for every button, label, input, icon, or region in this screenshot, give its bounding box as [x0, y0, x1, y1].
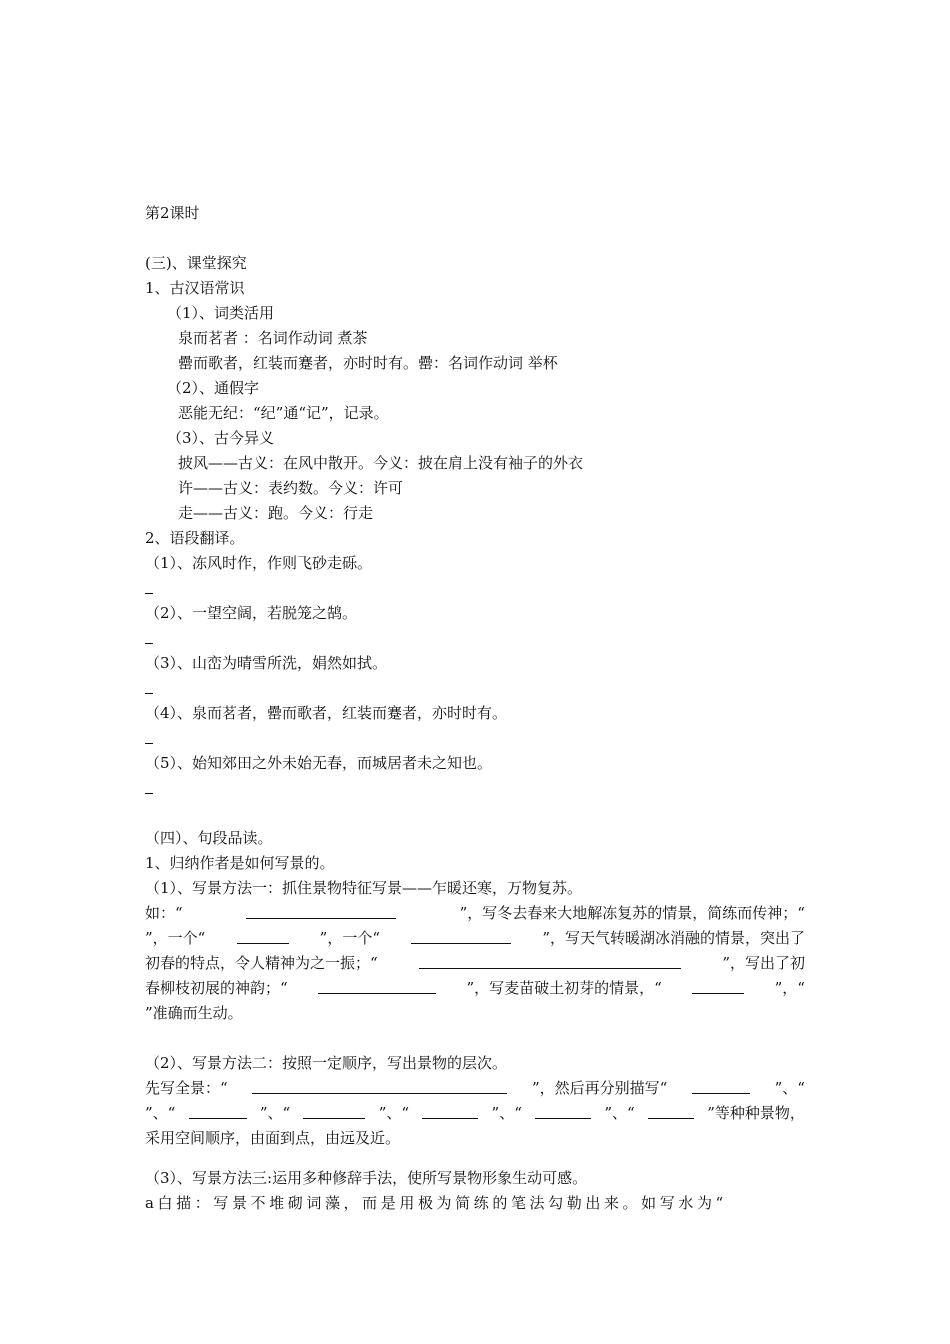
- fill-blank[interactable]: [692, 1078, 750, 1094]
- fill-blank[interactable]: [237, 928, 289, 944]
- answer-line: [145, 693, 153, 694]
- section-3-heading: (三)、课堂探究: [145, 254, 247, 272]
- lesson-title: 第2课时: [145, 204, 200, 222]
- fill-blank[interactable]: [535, 1103, 591, 1119]
- method-1-line: ”，一个“ ”，一个“ ”，写天气转暖湖冰消融的情景，突出了: [145, 929, 805, 947]
- translation-item: （4）、泉而茗者，罍而歌者，红装而蹇者，亦时时有。: [145, 704, 508, 722]
- method-2-line: ”、“ ”、“ ”、“ ”、“ ”、“ ”等种种景物，: [145, 1104, 805, 1122]
- method-3-title: （3）、写景方法三:运用多种修辞手法，使所写景物形象生动可感。: [145, 1169, 588, 1187]
- method-2-line: 采用空间顺序，由面到点，由远及近。: [145, 1129, 401, 1147]
- method-1-line: 春柳枝初展的神韵；“ ”，写麦苗破土初芽的情景，“ ”，“: [145, 979, 805, 997]
- method-2-title: （2）、写景方法二：按照一定顺序，写出景物的层次。: [145, 1054, 508, 1072]
- fill-blank[interactable]: [648, 1103, 694, 1119]
- method-3-line: a白描：写景不堆砌词藻，而是用极为简练的笔法勾勒出来。如写水为“: [145, 1194, 727, 1212]
- fill-blank[interactable]: [318, 978, 436, 994]
- fill-blank[interactable]: [411, 928, 511, 944]
- part-1-title: 1、古汉语常识: [145, 279, 245, 297]
- method-1-title: （1）、写景方法一：抓住景物特征写景——乍暖还寒，万物复苏。: [145, 879, 583, 897]
- answer-line: [145, 793, 153, 794]
- method-1-line: ”准确而生动。: [145, 1004, 243, 1022]
- method-1-line: 初春的特点，令人精神为之一振；“ ”，写出了初: [145, 954, 805, 972]
- answer-line: [145, 643, 153, 644]
- sub-1-item: 罍而歌者，红装而蹇者，亦时时有。罍：名词作动词 举杯: [178, 354, 558, 372]
- answer-line: [145, 743, 153, 744]
- question-1: 1、归纳作者是如何写景的。: [145, 854, 335, 872]
- sub-3-item: 许——古义：表约数。今义：许可: [178, 479, 404, 497]
- part-2-title: 2、语段翻译。: [145, 529, 245, 547]
- sub-3-item: 披风——古义：在风中散开。今义：披在肩上没有袖子的外衣: [178, 454, 584, 472]
- sub-3-title: （3）、古今异义: [167, 429, 275, 447]
- sub-2-title: （2）、通假字: [167, 379, 260, 397]
- answer-line: [145, 593, 153, 594]
- fill-blank[interactable]: [422, 1103, 478, 1119]
- method-2-line: 先写全景：“ ”，然后再分别描写“ ”、“: [145, 1079, 805, 1097]
- translation-item: （3）、山峦为晴雪所洗，娟然如拭。: [145, 654, 388, 672]
- translation-item: （1）、冻风时作，作则飞砂走砾。: [145, 554, 373, 572]
- fill-blank[interactable]: [246, 903, 396, 919]
- section-4-heading: （四）、句段品读。: [145, 829, 273, 847]
- fill-blank[interactable]: [692, 978, 744, 994]
- sub-1-title: （1）、词类活用: [167, 304, 275, 322]
- sub-2-item: 恶能无纪：“纪”通“记”，记录。: [178, 404, 389, 422]
- sub-1-item: 泉而茗者 ：名词作动词 煮茶: [178, 329, 368, 347]
- translation-item: （5）、始知郊田之外未始无春，而城居者未之知也。: [145, 754, 493, 772]
- fill-blank[interactable]: [189, 1103, 247, 1119]
- fill-blank[interactable]: [252, 1078, 507, 1094]
- translation-item: （2）、一望空阔，若脱笼之鹄。: [145, 604, 358, 622]
- fill-blank[interactable]: [419, 953, 681, 969]
- fill-blank[interactable]: [303, 1103, 365, 1119]
- method-1-line: 如：“ ”，写冬去春来大地解冻复苏的情景，简练而传神；“: [145, 904, 805, 922]
- sub-3-item: 走——古义：跑。今义：行走: [178, 504, 374, 522]
